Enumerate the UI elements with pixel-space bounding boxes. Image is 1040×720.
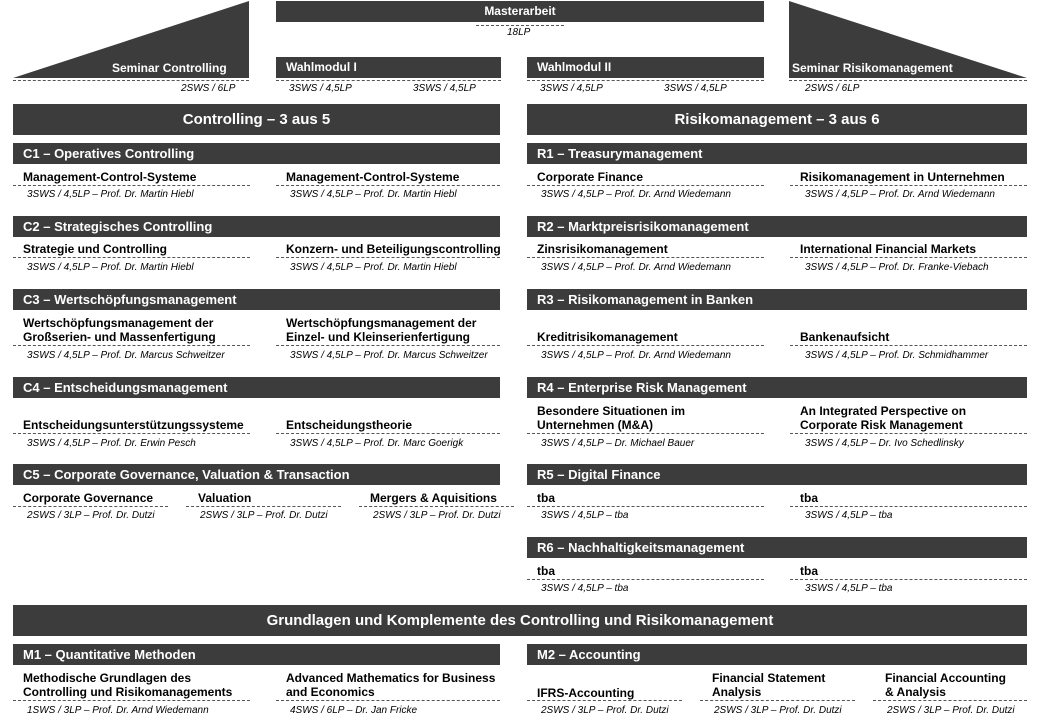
course-meta: 3SWS / 4,5LP – Prof. Dr. Marcus Schweitzer xyxy=(27,350,225,361)
divider xyxy=(276,257,500,258)
course-title: Risikomanagement in Unternehmen xyxy=(800,170,1005,184)
course-title-line1: An Integrated Perspective on xyxy=(800,404,967,418)
course-title-line2: Corporate Risk Management xyxy=(800,418,963,432)
seminar-risiko-meta: 2SWS / 6LP xyxy=(805,83,860,94)
divider xyxy=(186,506,341,507)
course-title: Strategie und Controlling xyxy=(23,242,167,256)
divider xyxy=(276,185,500,186)
course-meta: 3SWS / 4,5LP – Prof. Dr. Arnd Wiedemann xyxy=(805,189,995,200)
course-title-line1: Wertschöpfungsmanagement der xyxy=(23,316,214,330)
divider xyxy=(527,185,764,186)
course-title-line1: Methodische Grundlagen des xyxy=(23,671,192,685)
module-c5-bar: C5 – Corporate Governance, Valuation & Transaction xyxy=(13,464,500,485)
divider xyxy=(790,506,1027,507)
divider xyxy=(13,433,250,434)
controlling-header: Controlling – 3 aus 5 xyxy=(13,104,500,135)
course-meta: 2SWS / 3LP – Prof. Dr. Dutzi xyxy=(714,705,842,716)
course-meta: 3SWS / 4,5LP – Prof. Dr. Arnd Wiedemann xyxy=(541,189,731,200)
course-meta: 3SWS / 4,5LP – Prof. Dr. Erwin Pesch xyxy=(27,438,196,449)
divider xyxy=(873,700,1027,701)
course-meta: 2SWS / 3LP – Prof. Dr. Dutzi xyxy=(27,510,155,521)
course-title: Mergers & Aquisitions xyxy=(370,491,497,505)
module-c2-bar: C2 – Strategisches Controlling xyxy=(13,216,500,237)
course-title: Bankenaufsicht xyxy=(800,330,890,344)
course-meta: 1SWS / 3LP – Prof. Dr. Arnd Wiedemann xyxy=(27,705,209,716)
course-title-line2: Unternehmen (M&A) xyxy=(537,418,653,432)
divider xyxy=(13,700,250,701)
divider xyxy=(527,579,764,580)
masterarbeit-meta: 18LP xyxy=(507,27,531,38)
wahlmodul-2-bar: Wahlmodul II xyxy=(527,57,764,78)
module-m1-bar: M1 – Quantitative Methoden xyxy=(13,644,500,665)
module-m2-bar: M2 – Accounting xyxy=(527,644,1027,665)
divider xyxy=(527,257,764,258)
course-meta: 3SWS / 4,5LP – Prof. Dr. Schmidhammer xyxy=(805,350,989,361)
divider xyxy=(527,506,764,507)
course-meta: 3SWS / 4,5LP – tba xyxy=(805,583,893,594)
divider xyxy=(276,80,501,81)
module-r3-bar: R3 – Risikomanagement in Banken xyxy=(527,289,1027,310)
course-meta: 3SWS / 4,5LP – Prof. Dr. Arnd Wiedemann xyxy=(541,350,731,361)
course-title-line2: and Economics xyxy=(286,685,375,699)
masterarbeit-bar: Masterarbeit xyxy=(276,1,764,22)
course-title-line2: Analysis xyxy=(712,685,762,699)
course-title-line2: Einzel- und Kleinserienfertigung xyxy=(286,330,471,344)
course-title: Management-Control-Systeme xyxy=(23,170,197,184)
course-title-line1: Advanced Mathematics for Business xyxy=(286,671,496,685)
course-title: Konzern- und Beteiligungscontrolling xyxy=(286,242,501,256)
divider xyxy=(790,185,1027,186)
divider xyxy=(790,433,1027,434)
course-title-line1: Wertschöpfungsmanagement der xyxy=(286,316,477,330)
divider xyxy=(13,257,250,258)
wahlmodul-1-meta-a: 3SWS / 4,5LP xyxy=(289,83,352,94)
divider xyxy=(276,345,500,346)
seminar-controlling-label: Seminar Controlling xyxy=(112,61,227,75)
course-title: tba xyxy=(537,564,555,578)
divider xyxy=(13,185,250,186)
course-title: International Financial Markets xyxy=(800,242,977,256)
seminar-risiko-label: Seminar Risikomanagement xyxy=(792,61,953,75)
seminar-controlling-meta: 2SWS / 6LP xyxy=(181,83,236,94)
divider xyxy=(13,80,249,81)
course-title: Entscheidungstheorie xyxy=(286,418,413,432)
course-meta: 2SWS / 3LP – Prof. Dr. Dutzi xyxy=(373,510,501,521)
course-title-line2: Controlling und Risikomanagements xyxy=(23,685,233,699)
divider xyxy=(527,433,764,434)
course-meta: 3SWS / 4,5LP – tba xyxy=(541,510,629,521)
divider xyxy=(527,345,764,346)
module-r6-bar: R6 – Nachhaltigkeitsmanagement xyxy=(527,537,1027,558)
course-title: Zinsrisikomanagement xyxy=(537,242,668,256)
divider xyxy=(13,345,250,346)
divider xyxy=(476,25,564,26)
course-meta: 3SWS / 4,5LP – Prof. Dr. Martin Hiebl xyxy=(290,262,457,273)
module-r5-bar: R5 – Digital Finance xyxy=(527,464,1027,485)
divider xyxy=(276,433,500,434)
course-title: Entscheidungsunterstützungssysteme xyxy=(23,418,244,432)
wahlmodul-2-meta-a: 3SWS / 4,5LP xyxy=(540,83,603,94)
course-title: tba xyxy=(537,491,555,505)
module-c4-bar: C4 – Entscheidungsmanagement xyxy=(13,377,500,398)
course-meta: 3SWS / 4,5LP – tba xyxy=(805,510,893,521)
divider xyxy=(359,506,514,507)
risikomanagement-header: Risikomanagement – 3 aus 6 xyxy=(527,104,1027,135)
course-meta: 3SWS / 4,5LP – Prof. Dr. Arnd Wiedemann xyxy=(541,262,731,273)
wahlmodul-2-meta-b: 3SWS / 4,5LP xyxy=(664,83,727,94)
course-meta: 2SWS / 3LP – Prof. Dr. Dutzi xyxy=(200,510,328,521)
course-meta: 3SWS / 4,5LP – Dr. Ivo Schedlinsky xyxy=(805,438,964,449)
divider xyxy=(276,700,500,701)
course-title-line2: & Analysis xyxy=(885,685,946,699)
course-title: tba xyxy=(800,564,818,578)
divider xyxy=(527,700,682,701)
course-meta: 2SWS / 3LP – Prof. Dr. Dutzi xyxy=(541,705,669,716)
course-meta: 3SWS / 4,5LP – Prof. Dr. Martin Hiebl xyxy=(290,189,457,200)
divider xyxy=(790,345,1027,346)
module-c1-bar: C1 – Operatives Controlling xyxy=(13,143,500,164)
course-title: Corporate Finance xyxy=(537,170,644,184)
divider xyxy=(790,257,1027,258)
module-c3-bar: C3 – Wertschöpfungsmanagement xyxy=(13,289,500,310)
divider xyxy=(13,506,168,507)
course-title: Kreditrisikomanagement xyxy=(537,330,678,344)
divider xyxy=(790,579,1027,580)
course-title-line1: Besondere Situationen im xyxy=(537,404,686,418)
module-r2-bar: R2 – Marktpreisrisikomanagement xyxy=(527,216,1027,237)
module-r4-bar: R4 – Enterprise Risk Management xyxy=(527,377,1027,398)
module-r1-bar: R1 – Treasurymanagement xyxy=(527,143,1027,164)
course-title: Management-Control-Systeme xyxy=(286,170,460,184)
course-meta: 3SWS / 4,5LP – Prof. Dr. Marc Goerigk xyxy=(290,438,464,449)
course-meta: 2SWS / 3LP – Prof. Dr. Dutzi xyxy=(887,705,1015,716)
wahlmodul-1-meta-b: 3SWS / 4,5LP xyxy=(413,83,476,94)
course-meta: 4SWS / 6LP – Dr. Jan Fricke xyxy=(290,705,418,716)
course-title-line2: Großserien- und Massenfertigung xyxy=(23,330,216,344)
course-title: Corporate Governance xyxy=(23,491,154,505)
course-title: tba xyxy=(800,491,818,505)
course-meta: 3SWS / 4,5LP – Dr. Michael Bauer xyxy=(541,438,695,449)
course-title: IFRS-Accounting xyxy=(537,686,635,700)
course-meta: 3SWS / 4,5LP – Prof. Dr. Martin Hiebl xyxy=(27,262,194,273)
course-title-line1: Financial Accounting xyxy=(885,671,1006,685)
course-title: Valuation xyxy=(198,491,252,505)
course-meta: 3SWS / 4,5LP – Prof. Dr. Martin Hiebl xyxy=(27,189,194,200)
divider xyxy=(700,700,855,701)
course-title-line1: Financial Statement xyxy=(712,671,826,685)
grundlagen-header: Grundlagen und Komplemente des Controlling und Risikomanagement xyxy=(13,605,1027,636)
divider xyxy=(789,80,1027,81)
course-meta: 3SWS / 4,5LP – Prof. Dr. Marcus Schweitzer xyxy=(290,350,488,361)
wahlmodul-1-bar: Wahlmodul I xyxy=(276,57,501,78)
course-meta: 3SWS / 4,5LP – tba xyxy=(541,583,629,594)
divider xyxy=(527,80,764,81)
course-meta: 3SWS / 4,5LP – Prof. Dr. Franke-Viebach xyxy=(805,262,989,273)
